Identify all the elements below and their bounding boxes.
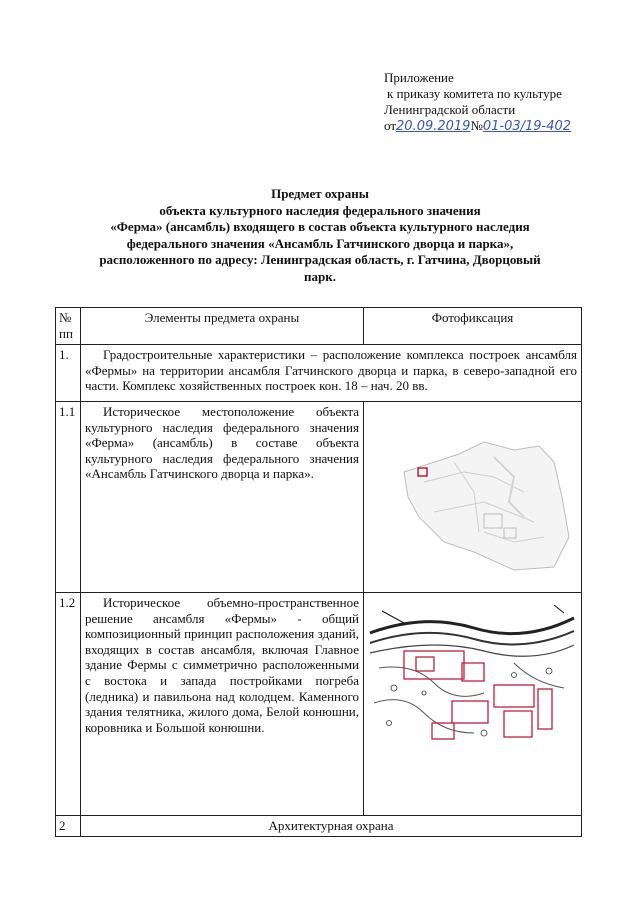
row-num: 2 <box>56 816 81 837</box>
appendix-block <box>384 70 571 135</box>
protection-table <box>55 307 582 837</box>
row-text: Архитектурная охрана <box>81 816 582 837</box>
appendix-line2: к приказу комитета по культуре <box>387 86 562 101</box>
from-prefix: от <box>384 118 397 133</box>
order-number: 01-03/19-402 <box>482 119 572 134</box>
location-map-image <box>364 402 580 592</box>
appendix-line1: Приложение <box>384 70 454 85</box>
appendix-order-line <box>384 118 571 135</box>
photo-cell-site-plan <box>364 593 582 816</box>
title-line1: Предмет охраны <box>271 186 369 201</box>
order-date: 20.09.2019 <box>396 119 471 134</box>
row-text: Историческое объемно-пространственное решение ансамбля «Фермы» - общий композиционный принцип расположения зданий, входящих в состав ансамбля, включая Главное здание Фермы с симметрично расположенными с востока и запада постройками погреба (ледника) и павильона над колодцем. Каменного здания телятника, жилого дома, Белой конюшни, коровника и Большой конюшни. <box>81 593 364 816</box>
document-title <box>62 186 578 285</box>
table-header-row <box>56 308 582 345</box>
header-elements: Элементы предмета охраны <box>81 308 364 345</box>
row-num: 1.1 <box>56 402 81 593</box>
header-num: № пп <box>56 308 81 345</box>
row-num: 1.2 <box>56 593 81 816</box>
table-row <box>56 345 582 402</box>
title-line6: парк. <box>304 268 336 284</box>
site-plan-image <box>364 593 580 815</box>
title-line2: объекта культурного наследия федерального значения <box>159 202 481 218</box>
appendix-line3: Ленинградской области <box>384 102 516 117</box>
row-text: Градостроительные характеристики – расположение комплекса построек ансамбля «Фермы» на территории ансамбля Гатчинского дворца и парка, в северо-западной его части. Комплекс хозяйственных построек кон. 18 – нач. 20 вв. <box>81 345 582 402</box>
table-row <box>56 402 582 593</box>
row-text: Историческое местоположение объекта культурного наследия федерального значения «Ферма» (ансамбль) в составе объекта культурного наследия федерального значения «Ансамбль Гатчинского дворца и парка». <box>81 402 364 593</box>
table-row <box>56 593 582 816</box>
header-photo: Фотофиксация <box>364 308 582 345</box>
row-num: 1. <box>56 345 81 402</box>
title-line5: расположенного по адресу: Ленинградская область, г. Гатчина, Дворцовый <box>99 252 541 267</box>
title-line4: федерального значения «Ансамбль Гатчинского дворца и парка», <box>126 235 514 251</box>
number-prefix: № <box>470 118 483 133</box>
photo-cell-location <box>364 402 582 593</box>
title-line3: «Ферма» (ансамбль) входящего в состав объекта культурного наследия <box>110 219 530 234</box>
table-row <box>56 816 582 837</box>
